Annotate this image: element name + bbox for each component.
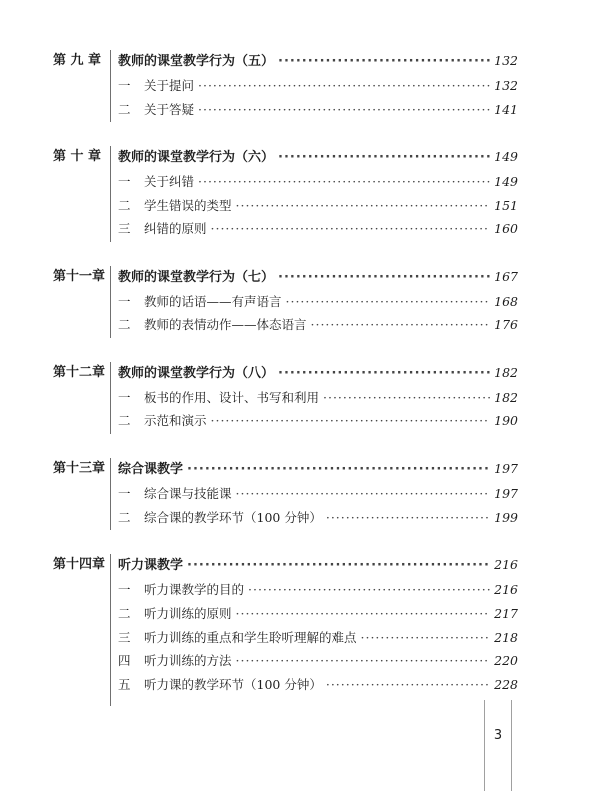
section-entry[interactable]	[118, 604, 518, 624]
chapter-title: 听力课教学	[118, 558, 184, 573]
section-entry[interactable]	[118, 172, 518, 192]
section-entry[interactable]	[118, 508, 518, 528]
page-ref: 160	[494, 221, 518, 236]
page-ref: 151	[494, 198, 518, 213]
section-number: 一	[118, 174, 131, 189]
dot-leader	[236, 484, 491, 504]
chapter-label: 第十四章	[53, 557, 106, 572]
dot-leader	[236, 196, 491, 216]
section-number: 二	[118, 510, 131, 525]
section-title: 综合课的教学环节（100 分钟）	[144, 510, 322, 525]
section-title: 听力课教学的目的	[144, 582, 245, 597]
page-ref: 141	[494, 102, 518, 117]
chapter-divider	[110, 146, 111, 242]
chapter-title-entry[interactable]	[118, 267, 518, 287]
chapter-label: 第 九 章	[53, 53, 102, 68]
dot-leader	[198, 172, 490, 192]
section-entry[interactable]	[118, 315, 518, 335]
section-title: 听力训练的原则	[144, 606, 232, 621]
chapter-divider	[110, 458, 111, 530]
section-entry[interactable]	[118, 219, 518, 239]
section-number: 一	[118, 294, 131, 309]
page-ref: 168	[494, 294, 518, 309]
chapter-label: 第 十 章	[53, 149, 102, 164]
chapter-title-entry[interactable]	[118, 51, 518, 71]
footer-rule-left	[484, 700, 485, 791]
section-entry[interactable]	[118, 675, 518, 695]
section-entry[interactable]	[118, 76, 518, 96]
chapter-divider	[110, 362, 111, 434]
dot-leader	[361, 628, 491, 648]
page-ref: 149	[494, 174, 518, 189]
section-title: 综合课与技能课	[144, 486, 232, 501]
chapter-label: 第十一章	[53, 269, 106, 284]
page-number: 3	[493, 728, 503, 743]
section-title: 教师的话语——有声语言	[144, 294, 282, 309]
section-title: 听力训练的重点和学生聆听理解的难点	[144, 630, 357, 645]
section-title: 听力训练的方法	[144, 653, 232, 668]
dot-leader	[236, 651, 491, 671]
page-ref: 216	[494, 557, 518, 572]
dot-leader	[236, 604, 491, 624]
chapter-title: 教师的课堂教学行为（六）	[118, 150, 275, 165]
section-number: 四	[118, 653, 131, 668]
section-title: 板书的作用、设计、书写和利用	[144, 390, 320, 405]
page-ref: 218	[494, 630, 518, 645]
dot-leader	[187, 460, 490, 480]
section-number: 二	[118, 606, 131, 621]
dot-leader	[248, 580, 490, 600]
dot-leader	[211, 411, 491, 431]
section-title: 示范和演示	[144, 413, 207, 428]
section-entry[interactable]	[118, 628, 518, 648]
chapter-title: 综合课教学	[118, 462, 184, 477]
section-number: 三	[118, 221, 131, 236]
page-ref: 216	[494, 582, 518, 597]
section-number: 一	[118, 78, 131, 93]
dot-leader	[198, 100, 490, 120]
section-entry[interactable]	[118, 651, 518, 671]
page-ref: 228	[494, 677, 518, 692]
page-ref: 197	[494, 461, 518, 476]
section-entry[interactable]	[118, 292, 518, 312]
section-entry[interactable]	[118, 484, 518, 504]
section-number: 一	[118, 582, 131, 597]
section-number: 二	[118, 102, 131, 117]
page-ref: 182	[494, 365, 518, 380]
page-ref: 199	[494, 510, 518, 525]
page-ref: 167	[494, 269, 518, 284]
dot-leader	[326, 675, 490, 695]
section-entry[interactable]	[118, 196, 518, 216]
section-title: 关于提问	[144, 78, 195, 93]
section-number: 二	[118, 413, 131, 428]
page-ref: 190	[494, 413, 518, 428]
chapter-title: 教师的课堂教学行为（七）	[118, 270, 275, 285]
chapter-divider	[110, 554, 111, 706]
section-title: 纠错的原则	[144, 221, 207, 236]
section-number: 三	[118, 630, 131, 645]
section-title: 教师的表情动作——体态语言	[144, 317, 307, 332]
section-number: 一	[118, 390, 131, 405]
dot-leader	[286, 292, 491, 312]
section-entry[interactable]	[118, 100, 518, 120]
page-ref: 182	[494, 390, 518, 405]
dot-leader	[278, 148, 490, 168]
dot-leader	[198, 76, 490, 96]
dot-leader	[187, 556, 490, 576]
section-entry[interactable]	[118, 411, 518, 431]
chapter-label: 第十二章	[53, 365, 106, 380]
chapter-title-entry[interactable]	[118, 555, 518, 575]
section-title: 听力课的教学环节（100 分钟）	[144, 677, 322, 692]
chapter-label: 第十三章	[53, 461, 106, 476]
section-number: 二	[118, 317, 131, 332]
dot-leader	[278, 364, 490, 384]
page-ref: 149	[494, 149, 518, 164]
section-number: 五	[118, 677, 131, 692]
chapter-title-entry[interactable]	[118, 459, 518, 479]
page-ref: 197	[494, 486, 518, 501]
section-number: 二	[118, 198, 131, 213]
section-entry[interactable]	[118, 580, 518, 600]
dot-leader	[311, 315, 491, 335]
dot-leader	[326, 508, 490, 528]
chapter-divider	[110, 266, 111, 338]
page-ref: 220	[494, 653, 518, 668]
section-title: 学生错误的类型	[144, 198, 232, 213]
chapter-title-entry[interactable]	[118, 147, 518, 167]
page-ref: 132	[494, 78, 518, 93]
page-ref: 132	[494, 53, 518, 68]
page-ref: 217	[494, 606, 518, 621]
dot-leader	[278, 268, 490, 288]
section-title: 关于答疑	[144, 102, 195, 117]
chapter-title: 教师的课堂教学行为（八）	[118, 366, 275, 381]
footer-rule-right	[511, 700, 512, 791]
dot-leader	[211, 219, 491, 239]
chapter-divider	[110, 50, 111, 122]
section-number: 一	[118, 486, 131, 501]
chapter-title-entry[interactable]	[118, 363, 518, 383]
dot-leader	[323, 388, 490, 408]
dot-leader	[278, 52, 490, 72]
page-ref: 176	[494, 317, 518, 332]
section-entry[interactable]	[118, 388, 518, 408]
chapter-title: 教师的课堂教学行为（五）	[118, 54, 275, 69]
section-title: 关于纠错	[144, 174, 195, 189]
